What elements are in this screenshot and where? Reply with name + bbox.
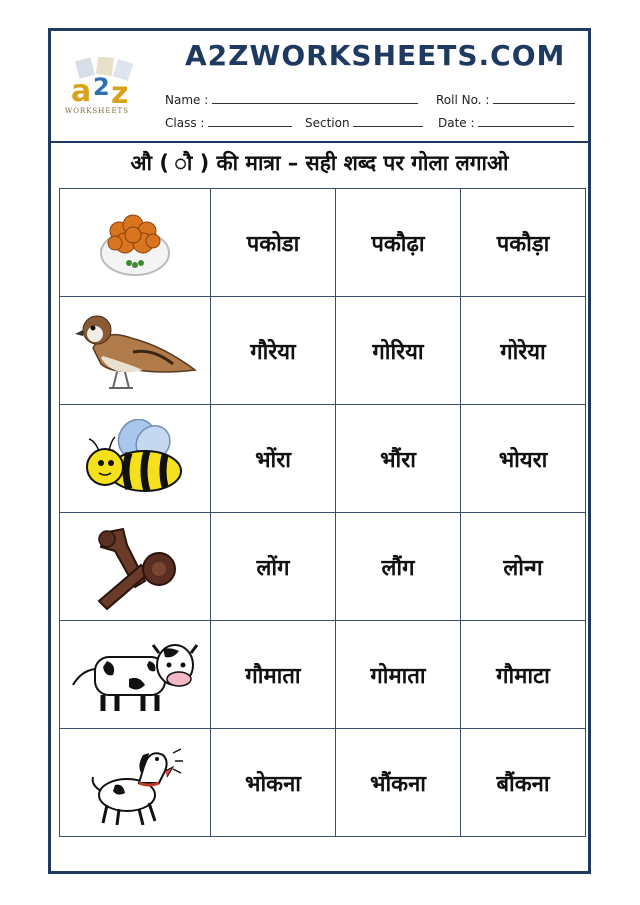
svg-text:z: z [111,76,129,111]
logo-text: WORKSHEETS [65,107,130,115]
table-row [60,513,586,621]
option-1[interactable]: भोकना [211,729,336,837]
image-cell [60,297,211,405]
cow-icon [67,635,203,715]
table-row [60,729,586,837]
option-3[interactable]: गौमाटा [461,621,586,729]
word-table [59,188,586,837]
image-cell [60,729,211,837]
option-2[interactable]: भौंकना [336,729,461,837]
site-name: A2ZWORKSHEETS.COM [185,39,566,72]
option-3[interactable]: बौंकना [461,729,586,837]
option-3[interactable]: लोन्ग [461,513,586,621]
pakoda-plate-icon [95,205,175,281]
option-1[interactable]: गौरेया [211,297,336,405]
worksheet-title: औ ( ौ ) की मात्रा – सही शब्द पर गोला लगाओ [130,151,509,175]
worksheet-header [51,31,588,143]
table-row [60,297,586,405]
image-cell [60,405,211,513]
class-label: Class : [165,116,205,130]
option-2[interactable]: गोमाता [336,621,461,729]
option-3[interactable]: भोयरा [461,405,586,513]
sparrow-icon [73,308,197,394]
name-field [165,92,418,107]
clove-icon [85,521,185,613]
barking-dog-icon [85,739,185,827]
roll-label: Roll No. : [436,93,490,107]
option-1[interactable]: गौमाता [211,621,336,729]
roll-line[interactable] [493,92,575,104]
name-label: Name : [165,93,209,107]
date-line[interactable] [478,115,574,127]
worksheet-frame [48,28,591,874]
option-1[interactable]: लोंग [211,513,336,621]
date-field [438,115,574,130]
table-row [60,405,586,513]
section-label: Section [305,116,350,130]
section-line[interactable] [353,115,423,127]
option-3[interactable]: गोरेया [461,297,586,405]
section-field [305,115,423,130]
image-cell [60,189,211,297]
option-2[interactable]: पकौढ़ा [336,189,461,297]
roll-field [436,92,575,107]
date-label: Date : [438,116,475,130]
option-2[interactable]: लौंग [336,513,461,621]
svg-text:2: 2 [93,73,110,101]
option-2[interactable]: भौंरा [336,405,461,513]
class-line[interactable] [208,115,292,127]
option-3[interactable]: पकौड़ा [461,189,586,297]
class-field [165,115,292,130]
image-cell [60,513,211,621]
option-1[interactable]: भोंरा [211,405,336,513]
table-row [60,189,586,297]
image-cell [60,621,211,729]
svg-text:a: a [71,74,92,109]
option-1[interactable]: पकोडा [211,189,336,297]
name-line[interactable] [212,92,418,104]
table-row [60,621,586,729]
option-2[interactable]: गोरिया [336,297,461,405]
bee-icon [83,419,187,499]
